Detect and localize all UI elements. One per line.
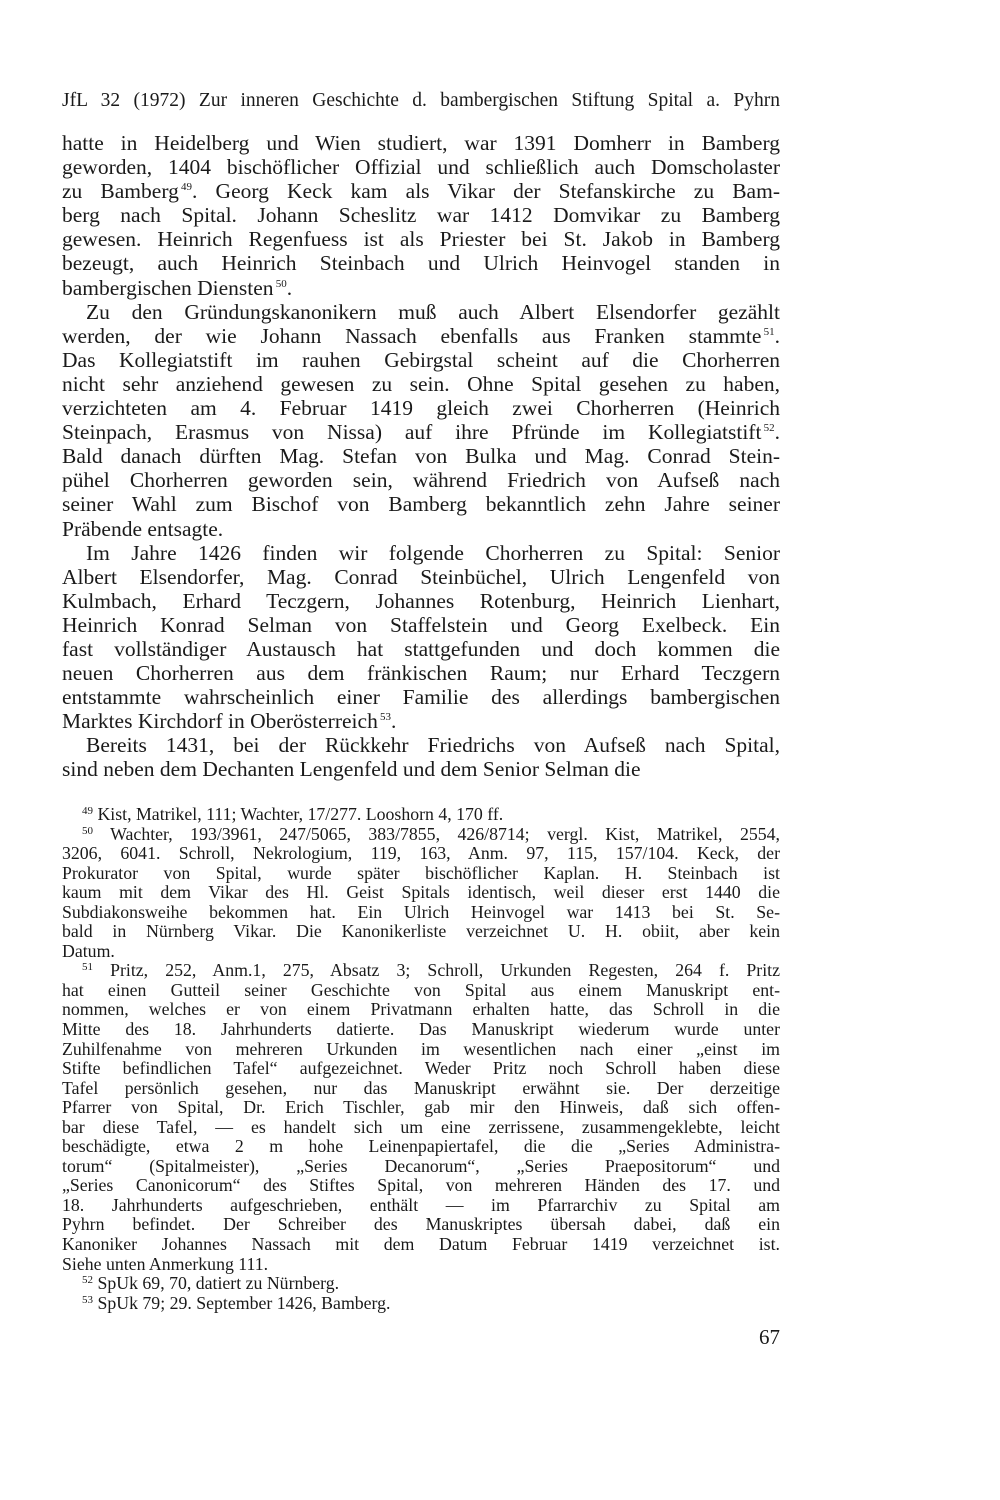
line-text: Das Kollegiatstift im rauhen Gebirgstal scheint auf die Chorherren (62, 347, 780, 372)
footnote-line (62, 1176, 780, 1196)
line-text-after: . Georg Keck kam als Vikar der Stefanskirche zu Bam- (192, 179, 780, 204)
footnote-line (62, 1274, 780, 1294)
footnote-text: bar diese Tafel, — es handelt sich um eine zerrissene, zusammengeklebte, leicht (62, 1116, 780, 1137)
footnote-text: Zuhilfenahme von mehreren Urkunden im wesentlichen nach einer „einst im (62, 1038, 780, 1059)
footnote-line (62, 1020, 780, 1040)
text-line (62, 468, 780, 492)
text-line (62, 661, 780, 685)
line-text-after: . (286, 275, 293, 300)
line-text: sind neben dem Dechanten Lengenfeld und dem Senior Selman die (62, 757, 641, 782)
footnote-text: Kist, Matrikel, 111; Wachter, 17/277. Looshorn 4, 170 ff. (97, 804, 504, 824)
footnote-line (62, 825, 780, 845)
line-text: berg nach Spital. Johann Scheslitz war 1412 Domvikar zu Bamberg (62, 203, 780, 228)
footnote-text: Pfarrer von Spital, Dr. Erich Tischler, gab mir den Hinweis, daß sich offen- (62, 1097, 780, 1118)
text-line (62, 324, 780, 348)
text-line (62, 300, 780, 324)
text-line (62, 179, 780, 203)
text-line (62, 396, 780, 420)
footnote-line (62, 1235, 780, 1255)
footnote-line (62, 903, 780, 923)
footnotes (62, 805, 780, 1313)
footnote-line (62, 1294, 780, 1314)
line-text: geworden, 1404 bischöflicher Offizial und schließlich auch Domscholaster (62, 155, 780, 180)
page-number: 67 (759, 1325, 780, 1349)
line-text: gewesen. Heinrich Regenfuess ist als Priester bei St. Jakob in Bamberg (62, 227, 780, 252)
line-text: Bald danach dürften Mag. Stefan von Bulka und Mag. Conrad Stein- (62, 444, 780, 469)
paragraph (62, 300, 780, 541)
text-line (62, 492, 780, 516)
line-text-after: . (774, 420, 780, 445)
footnote-line (62, 1000, 780, 1020)
footnote-line (62, 1196, 780, 1216)
footnote-ref[interactable]: 53 (377, 711, 392, 724)
text-line (62, 757, 780, 781)
footnote-53 (62, 1294, 780, 1314)
footnote-text: Subdiakonsweihe bekommen hat. Ein Ulrich Heinvogel war 1413 bei St. Se- (62, 901, 780, 922)
text-line (62, 637, 780, 661)
text-line (62, 251, 780, 275)
footnote-text: SpUk 69, 70, datiert zu Nürnberg. (97, 1273, 340, 1294)
footnote-text: Datum. (62, 940, 115, 961)
paragraph (62, 541, 780, 734)
footnote-number: 52 (82, 1274, 93, 1287)
footnote-line (62, 1215, 780, 1235)
footnote-line (62, 883, 780, 903)
line-text: Albert Elsendorfer, Mag. Conrad Steinbüchel, Ulrich Lengenfeld von (62, 564, 780, 589)
footnote-text: Tafel persönlich gesehen, nur das Manuskript erwähnt sie. Der derzeitige (62, 1077, 780, 1098)
footnote-line (62, 981, 780, 1001)
text-line (62, 276, 780, 300)
footnote-line (62, 961, 780, 981)
footnote-text: Pritz, 252, Anm.1, 275, Absatz 3; Schroll, Urkunden Regesten, 264 f. Pritz (110, 960, 780, 981)
line-text: verzichteten am 4. Februar 1419 gleich zwei Chorherren (Heinrich (62, 396, 780, 421)
line-text: neuen Chorherren aus dem fränkischen Raum; nur Erhard Teczgern (62, 661, 780, 686)
text-line (62, 444, 780, 468)
footnote-number: 50 (82, 824, 93, 837)
line-text: pühel Chorherren geworden sein, während Friedrich von Aufseß nach (62, 468, 780, 493)
text-line (62, 685, 780, 709)
text-line (62, 227, 780, 251)
line-text: Marktes Kirchdorf in Oberösterreich (62, 709, 378, 734)
line-text: Heinrich Konrad Selman von Staffelstein und Georg Exelbeck. Ein (62, 612, 780, 637)
footnote-number: 53 (82, 1293, 93, 1306)
footnote-51 (62, 961, 780, 1274)
footnote-text: Kanoniker Johannes Nassach mit dem Datum Februar 1419 verzeichnet ist. (62, 1234, 780, 1255)
footnote-text: kaum mit dem Vikar des Hl. Geist Spitals identisch, weil dieser erst 1440 die (62, 882, 780, 903)
text-line (62, 203, 780, 227)
text-line (62, 348, 780, 372)
footnote-line (62, 922, 780, 942)
text-line (62, 565, 780, 589)
text-line (62, 709, 780, 733)
footnote-text: 18. Jahrhunderts aufgeschrieben, enthält — im Pfarrarchiv zu Spital am (62, 1194, 780, 1215)
footnote-line (62, 1059, 780, 1079)
line-text-after: . (774, 323, 780, 348)
line-text: Bereits 1431, bei der Rückkehr Friedrichs von Aufseß nach Spital, (86, 733, 780, 758)
footnote-line (62, 1098, 780, 1118)
footnote-text: bald in Nürnberg Vikar. Die Kanonikerliste verzeichnet U. H. obiit, aber kein (62, 921, 780, 942)
footnote-text: 3206, 6041. Schroll, Nekrologium, 119, 163, Anm. 97, 115, 157/104. Keck, der (62, 843, 780, 864)
footnote-line (62, 1137, 780, 1157)
footnote-text: Mitte des 18. Jahrhunderts datierte. Das Manuskript wiederum wurde unter (62, 1019, 780, 1040)
text-line (62, 131, 780, 155)
footnote-text: torum“ (Spitalmeister), „Series Decanorum“, „Series Praepositorum“ und (62, 1155, 780, 1176)
line-text: entstammte wahrscheinlich einer Familie des allerdings bambergischen (62, 685, 780, 710)
line-text: hatte in Heidelberg und Wien studiert, war 1391 Domherr in Bamberg (62, 131, 780, 155)
text-line (62, 541, 780, 565)
footnote-line (62, 1040, 780, 1060)
footnote-line (62, 805, 780, 825)
footnote-ref[interactable]: 51 (761, 325, 775, 338)
footnote-text: beschädigte, etwa 2 m hohe Leinenpapiertafel, die die „Series Administra- (62, 1136, 780, 1157)
footnote-text: Wachter, 193/3961, 247/5065, 383/7855, 426/8714; vergl. Kist, Matrikel, 2554, (110, 823, 781, 844)
paragraph (62, 733, 780, 781)
text-line (62, 589, 780, 613)
footnote-52 (62, 1274, 780, 1294)
footnote-text: Pyhrn befindet. Der Schreiber des Manuskriptes übersah dabei, daß ein (62, 1214, 780, 1235)
text-line (62, 613, 780, 637)
footnote-text: „Series Canonicorum“ des Stiftes Spital, von mehreren Händen des 17. und (62, 1175, 780, 1196)
footnote-text: Stifte befindlichen Tafel“ aufgezeichnet. Weder Pritz noch Schroll haben diese (62, 1058, 780, 1079)
line-text: Zu den Gründungskanonikern muß auch Albert Elsendorfer gezählt (86, 299, 780, 324)
document-page (62, 0, 780, 1500)
footnote-line (62, 1157, 780, 1177)
line-text: werden, der wie Johann Nassach ebenfalls aus Franken stammte (62, 323, 762, 348)
body-text (62, 131, 780, 782)
footnote-text: Prokurator von Spital, wurde später bischöflicher Kaplan. H. Steinbach ist (62, 862, 780, 883)
running-head: JfL 32 (1972) Zur inneren Geschichte d. bambergischen Stiftung Spital a. Pyhrn (62, 90, 780, 111)
footnote-number: 51 (82, 961, 93, 974)
footnote-line (62, 1079, 780, 1099)
line-text: bambergischen Diensten (62, 275, 274, 300)
text-line (62, 420, 780, 444)
line-text: nicht sehr anziehend gewesen zu sein. Ohne Spital gesehen zu haben, (62, 371, 780, 396)
line-text: Kulmbach, Erhard Teczgern, Johannes Rotenburg, Heinrich Lienhart, (62, 588, 780, 613)
line-text: Steinpach, Erasmus von Nissa) auf ihre Pfründe im Kollegiatstift (62, 420, 762, 445)
footnote-line (62, 942, 780, 962)
line-text-after: . (391, 709, 397, 734)
line-text: zu Bamberg (62, 179, 179, 204)
footnote-text: hat einen Gutteil seiner Geschichte von Spital aus einem Manuskript ent- (62, 979, 780, 1000)
text-line (62, 155, 780, 179)
line-text: Im Jahre 1426 finden wir folgende Chorherren zu Spital: Senior (86, 540, 780, 565)
footnote-50 (62, 825, 780, 962)
footnote-49 (62, 805, 780, 825)
footnote-line (62, 844, 780, 864)
footnote-line (62, 1118, 780, 1138)
line-text: bezeugt, auch Heinrich Steinbach und Ulrich Heinvogel standen in (62, 251, 780, 276)
line-text: Präbende entsagte. (62, 516, 224, 541)
text-line (62, 733, 780, 757)
footnote-ref[interactable]: 50 (273, 277, 287, 290)
footnote-text: nommen, welches er von einem Privatmann erhalten hatte, das Schroll in die (62, 999, 780, 1020)
footnote-line (62, 864, 780, 884)
footnote-number: 49 (82, 805, 93, 817)
footnote-line (62, 1255, 780, 1275)
footnote-ref[interactable]: 49 (178, 181, 193, 194)
line-text: fast vollständiger Austausch hat stattgefunden und doch kommen die (62, 636, 780, 661)
text-line (62, 372, 780, 396)
paragraph (62, 131, 780, 300)
footnote-ref[interactable]: 52 (761, 422, 775, 435)
footnote-text: Siehe unten Anmerkung 111. (62, 1253, 269, 1274)
text-line (62, 517, 780, 541)
line-text: seiner Wahl zum Bischof von Bamberg bekanntlich zehn Jahre seiner (62, 492, 780, 517)
footnote-text: SpUk 79; 29. September 1426, Bamberg. (97, 1292, 391, 1313)
